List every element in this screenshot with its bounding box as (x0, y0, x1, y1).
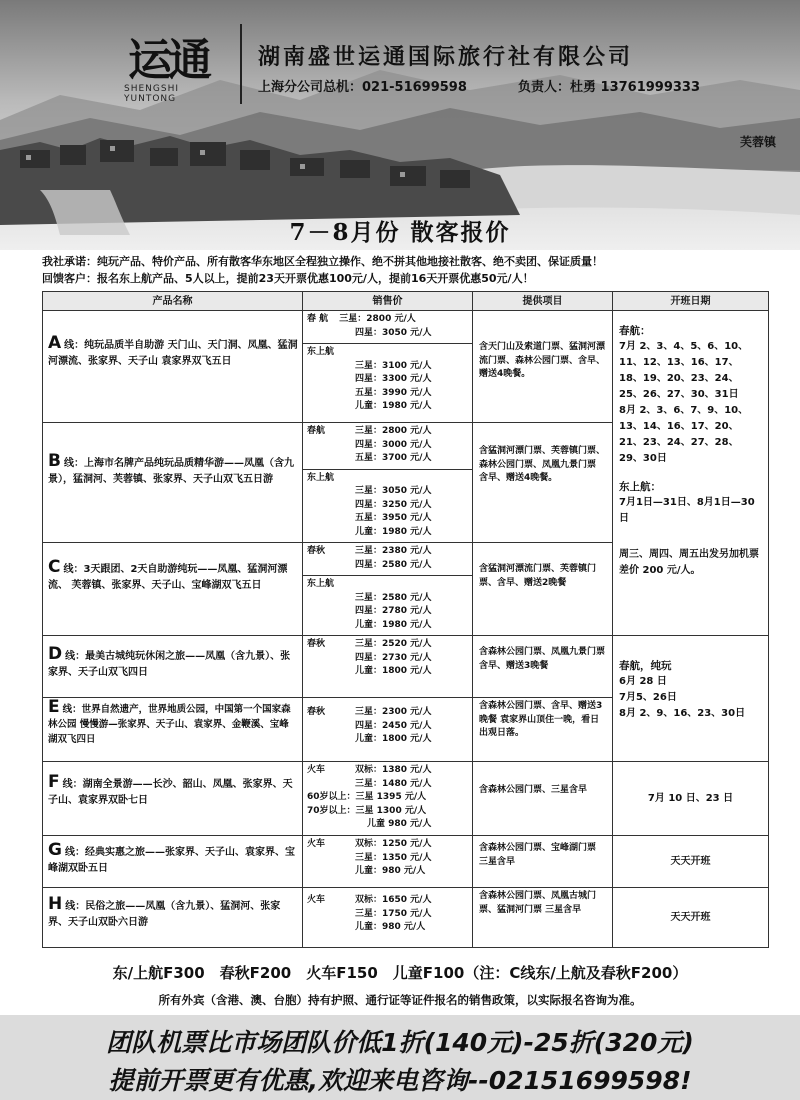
product-name: 线：世界自然遗产，世界地质公园，中国第一个国家森林公园 慢慢游—张家界、天子山、袁家界、金鞭溪、宝峰湖双飞四日 (48, 704, 291, 745)
price-row: 儿童：980 元/人 (355, 866, 426, 876)
items-cell: 含森林公园门票、三星含早 (473, 762, 613, 836)
price-row: 四星：2780 元/人 (355, 606, 432, 616)
bottom-banner (0, 1015, 800, 1100)
dates-heading: 春航： (619, 325, 651, 337)
price-cell (303, 543, 473, 636)
price-row: 三星：2800 元/人 (355, 426, 432, 436)
items-cell: 含天门山及索道门票、猛洞河漂流门票、森林公园门票、含早、赠送4晚餐。 (473, 311, 613, 423)
product-letter: B (48, 451, 61, 471)
product-name-cell (43, 423, 303, 543)
price-row: 儿童 980 元/人 (367, 819, 432, 829)
price-group-label: 东上航 (307, 347, 335, 357)
price-row: 四星：3300 元/人 (355, 374, 432, 384)
price-row: 双标：1380 元/人 (355, 765, 432, 775)
product-name-cell (43, 311, 303, 423)
promise-line: 我社承诺：纯玩产品、特价产品、所有散客华东地区全程独立操作、绝不拼其他地接社散客、绝不卖团、保证质量！ (42, 255, 603, 268)
table-row (43, 888, 769, 948)
price-group-label: 春秋 (307, 707, 326, 717)
price-table (42, 291, 769, 948)
dates-cell: 天天开班 (613, 836, 769, 888)
product-name: 线：湖南全景游——长沙、韶山、凤凰、张家界、天子山、袁家界双卧七日 (48, 779, 293, 806)
product-letter: G (48, 840, 62, 860)
items-cell: 含猛洞河漂流门票、芙蓉镇门票、含早、赠送2晚餐 (473, 543, 613, 636)
price-row: 60岁以上：三星 1395 元/人 (307, 792, 427, 802)
price-group-label: 火车 (307, 895, 326, 905)
price-row: 五星：3990 元/人 (355, 387, 432, 398)
price-row: 双标：1650 元/人 (355, 895, 432, 905)
price-group (303, 311, 472, 344)
product-letter: C (48, 557, 61, 577)
product-letter: F (48, 772, 60, 792)
price-row: 四星：2580 元/人 (355, 559, 432, 570)
price-group-label: 东上航 (307, 472, 335, 483)
product-name-cell (43, 762, 303, 836)
dates-cell: 7月 10 日、23 日 (613, 762, 769, 836)
product-name-cell (43, 888, 303, 948)
product-name: 线：最美古城纯玩休闲之旅——凤凰（含九景）、张家界、天子山双飞四日 (48, 651, 291, 678)
product-name: 线：3天跟团、2天自助游纯玩——凤凰、猛洞河漂流、 芙蓉镇、张家界、天子山、宝峰湖双飞五日 (48, 564, 288, 591)
price-row: 四星：2730 元/人 (355, 652, 432, 663)
price-cell (303, 836, 473, 888)
product-name: 线：民俗之旅——凤凰（含九景）、猛洞河、张家界、天子山双卧六日游 (48, 901, 281, 928)
price-row: 三星：2580 元/人 (355, 592, 432, 603)
banner-line-2: 提前开票更有优惠,欢迎来电咨询--02151699598! (108, 1066, 692, 1095)
price-row: 五星：3950 元/人 (355, 513, 432, 523)
items-cell: 含森林公园门票、含早、赠送3晚餐 袁家界山顶住一晚，看日出观日落。 (473, 698, 613, 762)
product-name: 线：经典实惠之旅——张家界、天子山、袁家界、宝峰湖双卧五日 (48, 847, 295, 874)
price-row: 五星：3700 元/人 (355, 453, 432, 463)
price-row: 三星：2380 元/人 (355, 546, 432, 556)
price-group-label: 火车 (307, 839, 326, 849)
contact-line (258, 76, 701, 95)
logo-chinese: 运通 (128, 35, 208, 86)
dates-heading: 春航，纯玩 (619, 660, 672, 672)
dates-text: 7月 2、3、4、5、6、10、11、12、13、16、17、18、19、20、23、24、25、26、27、30、31日 (619, 341, 749, 400)
price-cell (303, 762, 473, 836)
price-row: 三星：3100 元/人 (355, 360, 432, 371)
items-cell: 含森林公园门票、凤凰古城门票、猛洞河门票 三星含早 (473, 888, 613, 948)
header-product: 产品名称 (43, 292, 303, 311)
price-row: 三星：1750 元/人 (355, 908, 432, 919)
header-items: 提供项目 (473, 292, 613, 311)
manager-contact: 负责人：杜勇 13761999333 (518, 80, 701, 95)
table-row (43, 762, 769, 836)
product-name-cell (43, 698, 303, 762)
price-group (303, 423, 472, 470)
dates-text: 6月 28 日 (619, 676, 667, 687)
product-letter: E (48, 697, 60, 717)
price-group-label: 东上航 (307, 579, 335, 589)
price-group-label: 春秋 (307, 639, 326, 649)
price-group (303, 836, 472, 882)
price-group (303, 344, 472, 417)
product-name-cell (43, 836, 303, 888)
price-group-label: 春秋 (307, 546, 326, 556)
price-row: 双标：1250 元/人 (355, 839, 432, 849)
price-group-label: 春 航 (307, 314, 329, 324)
page-title: 7－8月份 散客报价 (289, 219, 511, 246)
price-group (303, 888, 472, 938)
price-row: 儿童：1980 元/人 (355, 401, 432, 411)
banner-line-1: 团队机票比市场团队价低1折(140元)-25折(320元) (106, 1028, 694, 1057)
price-row: 儿童：1800 元/人 (355, 666, 432, 676)
price-row: 三星：1480 元/人 (355, 778, 432, 789)
price-group (303, 762, 472, 835)
promise-block (42, 253, 772, 287)
price-row: 儿童：980 元/人 (355, 922, 426, 932)
branch-phone: 上海分公司总机：021-51699598 (258, 80, 467, 95)
dates-heading: 东上航： (619, 481, 661, 493)
place-caption: 芙蓉镇 (740, 135, 777, 149)
dates-text: 8月 2、3、6、7、9、10、13、14、16、17、20、21、23、24、27、28、29、30日 (619, 405, 749, 464)
price-cell (303, 423, 473, 543)
price-row: 四星：3000 元/人 (355, 439, 432, 450)
price-cell (303, 636, 473, 698)
dates-text: 7月1日—31日、8月1日—30日 (619, 497, 755, 524)
dates-text: 8月 2、9、16、23、30日 (619, 708, 746, 719)
logo-english: SHENGSHI YUNTONG (124, 84, 180, 104)
price-cell (303, 888, 473, 948)
price-row: 儿童：1800 元/人 (355, 734, 432, 744)
dates-cell (613, 311, 769, 636)
price-row: 三星：2520 元/人 (355, 639, 432, 649)
price-row: 三星：2300 元/人 (355, 707, 432, 717)
company-logo (110, 22, 230, 112)
price-group (303, 576, 472, 635)
header-price: 销售价 (303, 292, 473, 311)
price-group (303, 698, 472, 750)
dates-cell: 天天开班 (613, 888, 769, 948)
foreigner-policy-note: 所有外宾（含港、澳、台胞）持有护照、通行证等证件报名的销售政策，以实际报名咨询为准。 (158, 993, 642, 1007)
price-row: 儿童：1980 元/人 (355, 526, 432, 537)
price-row: 三星：2800 元/人 (339, 314, 416, 324)
table-row (43, 836, 769, 888)
table-header-row (43, 292, 769, 311)
table-row (43, 636, 769, 698)
header-dates: 开班日期 (613, 292, 769, 311)
company-name: 湖南盛世运通国际旅行社有限公司 (258, 45, 634, 70)
product-letter: H (48, 894, 63, 914)
price-row: 70岁以上：三星 1300 元/人 (307, 805, 427, 816)
product-letter: D (48, 644, 63, 664)
price-group-label: 春航 (307, 426, 326, 436)
product-letter: A (48, 333, 62, 353)
price-row: 四星：3250 元/人 (355, 499, 432, 510)
price-group (303, 543, 472, 576)
product-name: 线：上海市名牌产品纯玩品质精华游——凤凰（含九景），猛洞河、芙蓉镇、张家界、天子山双飞五日游 (48, 458, 294, 485)
price-group (303, 470, 472, 543)
product-name-cell (43, 636, 303, 698)
price-cell (303, 698, 473, 762)
fare-surcharge-line: 东/上航F300 春秋F200 火车F150 儿童F100（注：C线东/上航及春秋F200） (112, 964, 688, 982)
price-row: 三星：3050 元/人 (355, 486, 432, 496)
items-cell: 含森林公园门票、凤凰九景门票 含早、赠送3晚餐 (473, 636, 613, 698)
dates-text: 周三、周四、周五出发另加机票差价 200 元/人。 (619, 549, 759, 576)
items-cell: 含猛洞河漂门票、芙蓉镇门票、森林公园门票、凤凰九景门票 含早、赠送4晚餐。 (473, 423, 613, 543)
price-group (303, 636, 472, 682)
price-row: 四星：2450 元/人 (355, 720, 432, 731)
price-group-label: 火车 (307, 765, 326, 775)
dates-text: 7月5、26日 (619, 692, 677, 703)
product-name-cell (43, 543, 303, 636)
price-cell (303, 311, 473, 423)
table-row (43, 311, 769, 423)
dates-cell (613, 636, 769, 762)
price-row: 四星：3050 元/人 (355, 327, 432, 338)
rebate-line: 回馈客户：报名东上航产品、5人以上，提前23天开票优惠100元/人，提前16天开票优惠50元/人！ (42, 272, 534, 285)
header-photo-banner (0, 0, 800, 250)
price-row: 三星：1350 元/人 (355, 852, 432, 863)
product-name: 线：纯玩品质半自助游 天门山、天门洞、凤凰、猛洞河漂流、张家界、天子山 袁家界双飞五日 (48, 340, 298, 367)
items-cell: 含森林公园门票、宝峰湖门票 三星含早 (473, 836, 613, 888)
price-row: 儿童：1980 元/人 (355, 619, 432, 630)
logo-divider (240, 24, 242, 104)
